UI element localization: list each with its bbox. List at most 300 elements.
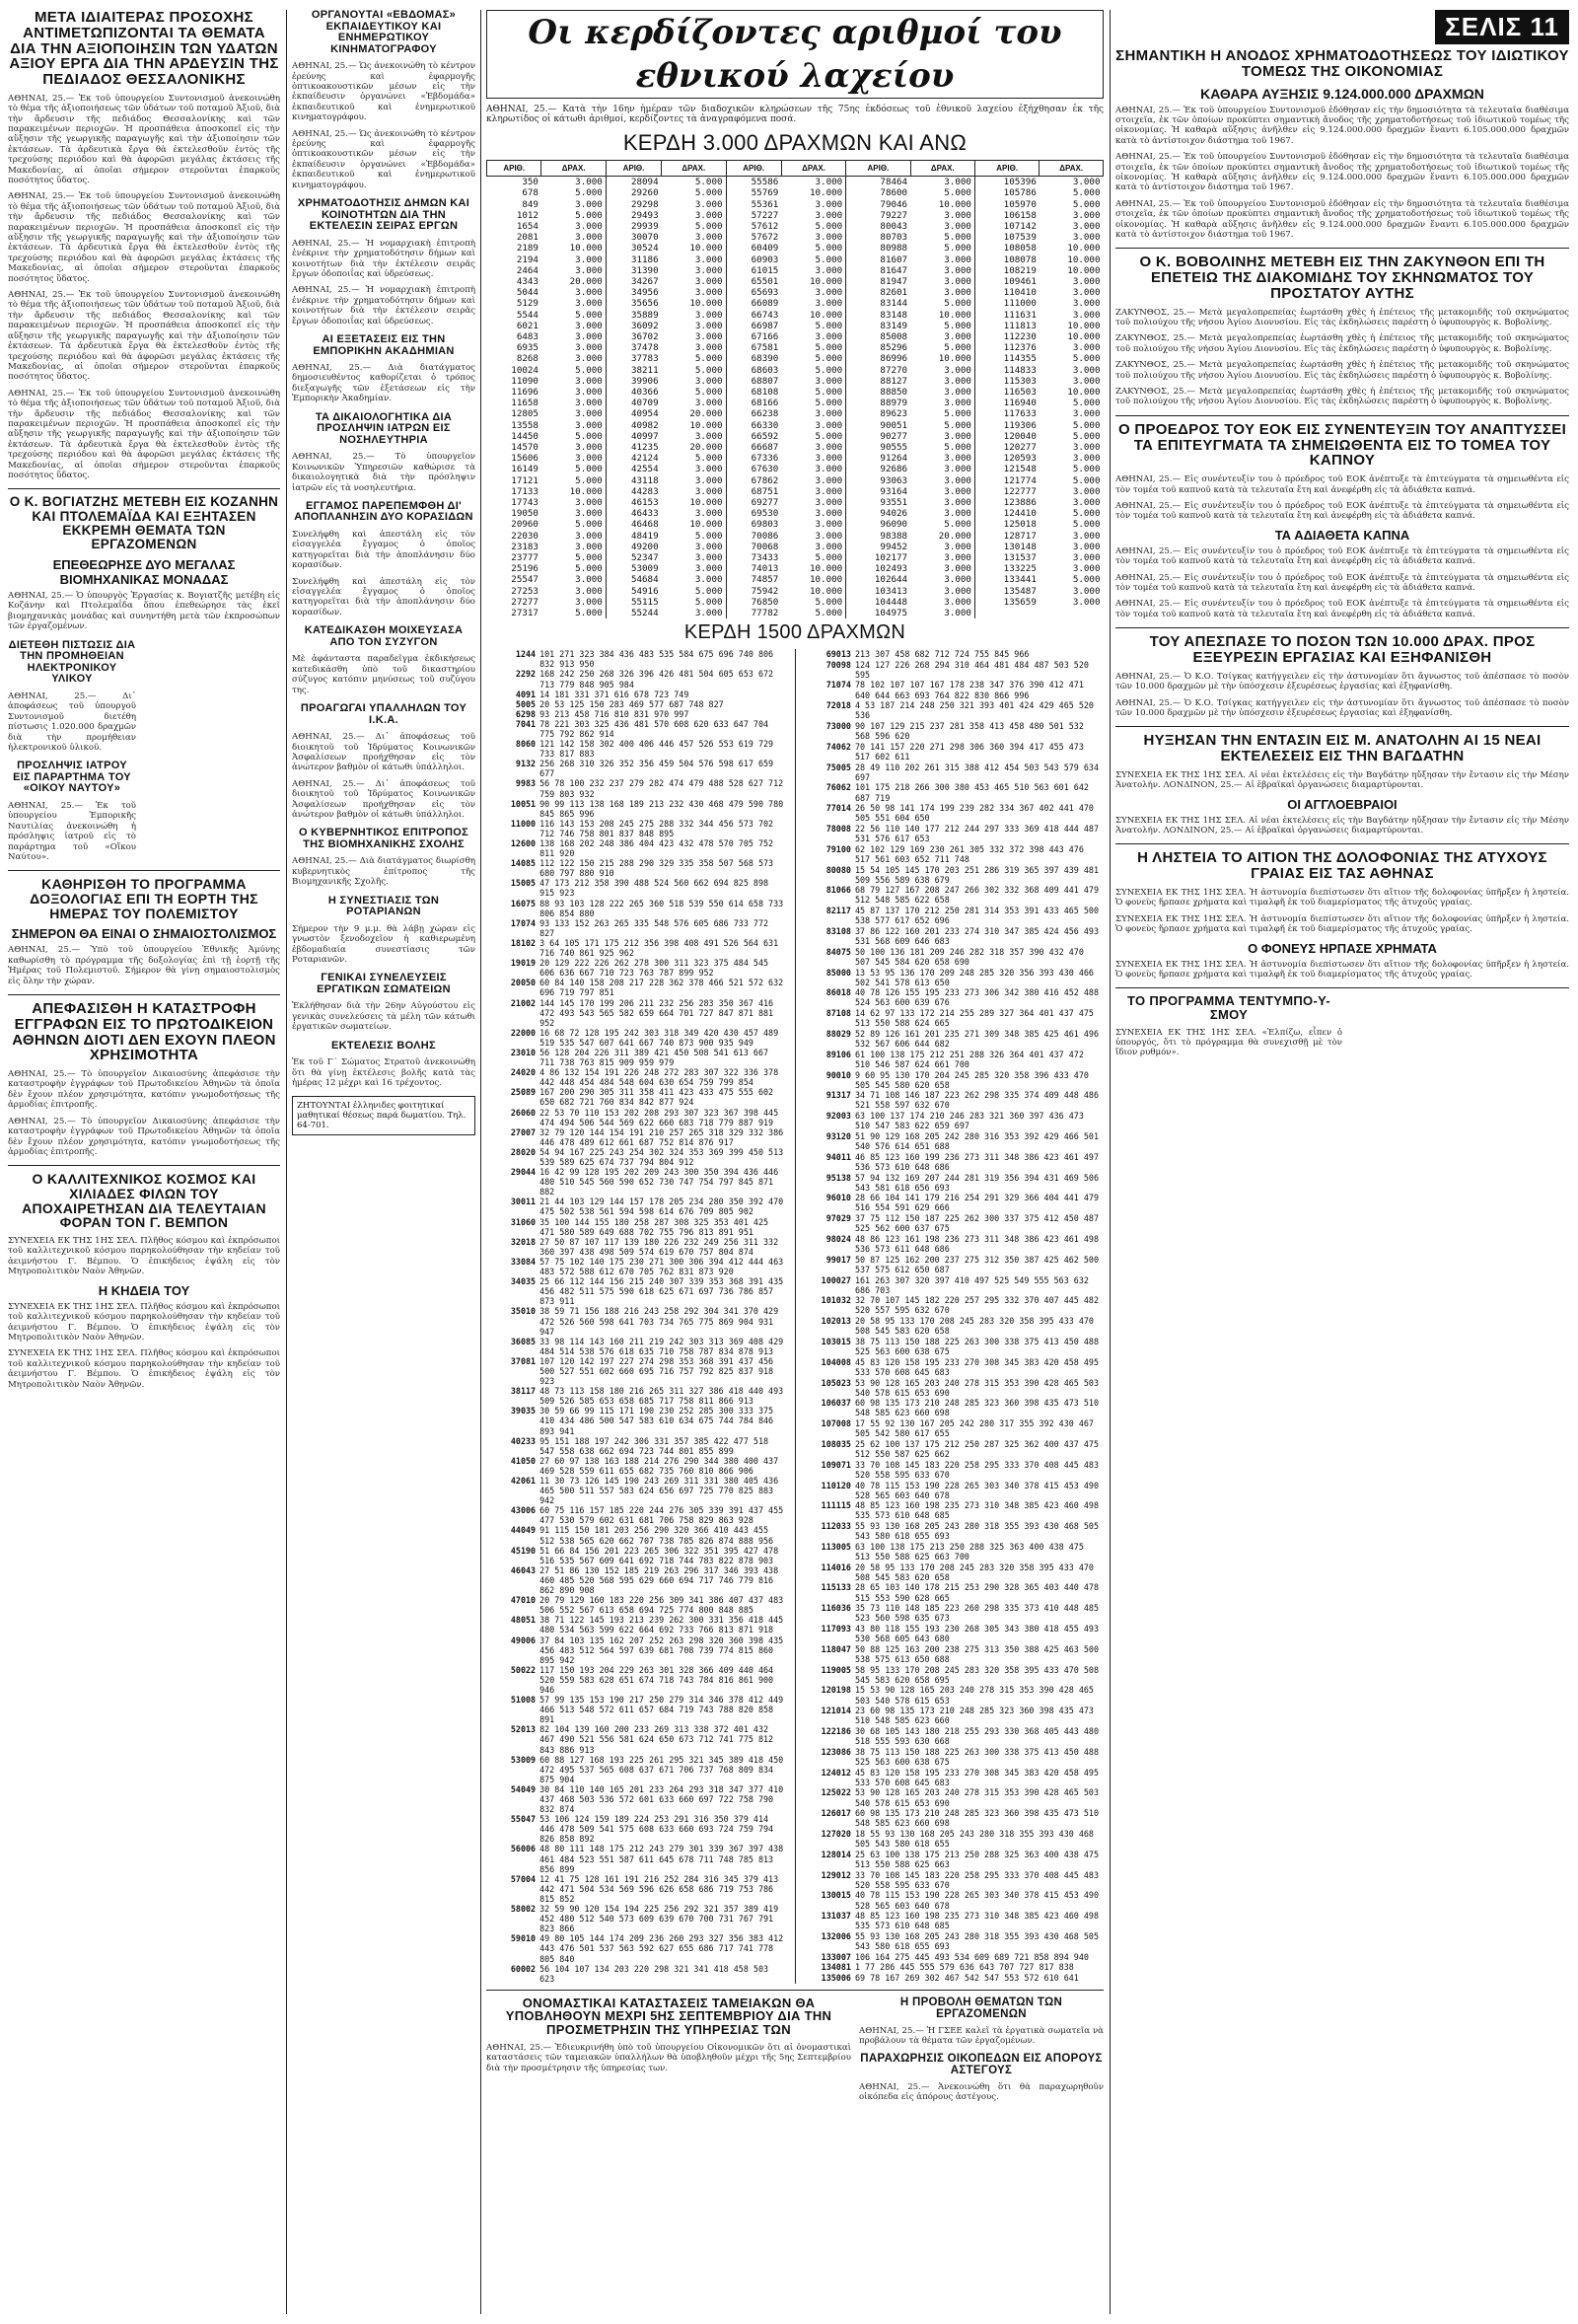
ticket-number-cell: 29260 xyxy=(606,187,661,198)
ticket-number-cell: 112230 xyxy=(974,331,1039,342)
prize-amount-cell: 5.000 xyxy=(575,209,603,221)
prize-amount-cell: 5.000 xyxy=(1072,187,1101,199)
prize-amount-cell: 5.000 xyxy=(944,243,971,254)
series-number: 81066 xyxy=(825,885,851,896)
ticket-number-cell: 41235 xyxy=(606,442,661,453)
prize-amount-cell: 5.000 xyxy=(815,243,843,254)
series-number: 45190 xyxy=(510,1545,537,1556)
table-row xyxy=(487,321,1104,331)
article-text: ΑΘΗΝΑΙ, 25.— Ὁ ὑπουργὸς Ἐργασίας κ. Βογιατζῆς μετέβη εἰς Κοζάνην καὶ Πτολεμαΐδα ὅπου ἐπεθεώρησε τὰς ἐκεῖ βιομηχανικὰς μονάδας καὶ συνηντήθη μετὰ τῶν ἐκπροσώπων τῶν ἐργαζομένων. xyxy=(8,591,280,632)
ticket-number-cell: 5544 xyxy=(516,309,538,321)
prize-amount-cell: 3.000 xyxy=(1072,209,1101,221)
series-number: 125022 xyxy=(821,1787,851,1798)
table-row xyxy=(801,1460,1104,1481)
winning-endings: 9 60 95 130 170 204 245 285 320 358 396 433 470 505 545 580 620 658 xyxy=(854,1069,1089,1090)
ticket-number-cell: 35656 xyxy=(606,298,661,309)
ticket-number-cell: 96090 xyxy=(846,519,910,530)
series-number: 28020 xyxy=(510,1146,537,1157)
ticket-number-cell: 93164 xyxy=(846,486,910,497)
table-row xyxy=(487,265,1104,276)
table-row xyxy=(487,563,1104,574)
prize-amount-cell: 3.000 xyxy=(694,209,723,221)
winning-endings: 20 58 95 133 170 208 245 283 320 358 395 433 470 508 545 583 620 658 xyxy=(854,1316,1094,1337)
table-row xyxy=(486,1108,789,1127)
prize-amount-cell: 10.000 xyxy=(938,353,971,365)
ticket-number-cell: 70086 xyxy=(726,531,781,542)
series-number: 106037 xyxy=(821,1398,851,1409)
prize-amount-cell: 5.000 xyxy=(575,608,603,619)
divider xyxy=(486,1990,1104,1991)
table-row xyxy=(801,1665,1104,1686)
series-number: 73000 xyxy=(825,721,851,732)
ticket-number-cell: 74857 xyxy=(726,574,781,585)
ticket-number-cell: 69803 xyxy=(726,519,781,530)
prize-amount-cell: 3.000 xyxy=(944,563,971,575)
winning-endings: 17 55 92 130 167 205 242 280 317 355 392 430 467 505 542 580 617 655 xyxy=(854,1418,1094,1439)
ticket-number-cell: 2194 xyxy=(516,254,538,265)
ticket-number-cell: 55769 xyxy=(726,187,781,198)
prize-amount-cell: 3.000 xyxy=(815,419,843,431)
article-axios-irrigation xyxy=(8,10,280,480)
series-number: 71074 xyxy=(825,680,851,690)
prize-amount-cell: 3.000 xyxy=(694,398,723,409)
subheadline: ΚΑΘΑΡΑ ΑΥΞΗΣΙΣ 9.124.000.000 ΔΡΑΧΜΩΝ xyxy=(1200,85,1484,102)
series-number: 20050 xyxy=(510,978,537,988)
prize-amount-cell: 3.000 xyxy=(944,497,971,508)
table-row xyxy=(487,221,1104,232)
column-header: ΔΡΑΧ. xyxy=(1040,160,1104,176)
winning-endings: 78 102 107 107 167 178 238 347 376 390 412 471 640 644 663 693 764 822 830 866 996 xyxy=(854,680,1084,700)
prize-amount-cell: 3.000 xyxy=(1072,596,1101,608)
article-text: ΑΘΗΝΑΙ, 25.— Ἐκ τοῦ ὑπουργείου Συντονισμοῦ ἀνεκοινώθη τὸ θέμα τῆς ἀξιοποιήσεως τῶν ὑδάτων τοῦ ποταμοῦ Ἀξιοῦ, διὰ τὴν ἄρδευσιν τῆς πεδιάδος Θεσσαλονίκης καὶ τῶν παρακειμένων περιοχῶν. Ἡ προσπάθεια ἀποσκοπεῖ εἰς τὴν αὔξησιν τῆς γεωργικῆς παραγωγῆς καὶ τὴν ἀξιοποίησιν τῶν ἐκτάσεων. Τὰ ἀρδευτικὰ ἔργα θὰ ἐκτελεσθοῦν ἐντὸς τῆς τρεχούσης περιόδου καὶ θὰ ἀφορῶσι μεγάλας ἐκτάσεις τῆς Μακεδονίας, αἱ ὁποῖαι σήμερον στεροῦνται ἐπαρκοῦς ποσότητος ὕδατος. xyxy=(8,388,280,480)
winning-endings: 23 60 98 135 173 210 248 285 323 360 398 435 473 510 548 585 623 660 xyxy=(854,1706,1094,1726)
prize-amount-cell: 3.000 xyxy=(1072,408,1101,420)
winning-endings: 28 49 110 202 261 315 388 412 454 503 543 579 634 697 xyxy=(854,762,1100,782)
series-number: 25089 xyxy=(510,1087,537,1098)
prize-amount-cell: 3.000 xyxy=(575,585,603,597)
article-text: ΖΑΚΥΝΘΟΣ, 25.— Μετὰ μεγαλοπρεπείας ἑωρτάσθη χθὲς ἡ ἐπέτειος τῆς μετακομιδῆς τοῦ σκηνώματος τοῦ πολιούχου τῆς νήσου Ἁγίου Διονυσίου. Εἰς τὰς ἐκδηλώσεις παρέστη ὁ ὑφυπουργὸς κ. Βοβολίνης. xyxy=(1115,307,1569,328)
ticket-number-cell: 17743 xyxy=(511,497,538,508)
ticket-number-cell: 22030 xyxy=(511,530,538,542)
series-number: 74062 xyxy=(825,741,851,752)
headline: ΤΑ ΔΙΚΑΙΟΛΟΓΗΤΙΚΑ ΔΙΑ ΠΡΟΣΛΗΨΙΝ ΙΑΤΡΩΝ ΕΙΣ ΝΟΣΗΛΕΥΤΗΡΙΑ xyxy=(315,410,453,446)
ticket-number-cell: 29939 xyxy=(606,221,661,232)
divider xyxy=(1115,627,1569,628)
article-veterans-day xyxy=(8,877,280,986)
prize-amount-cell: 3.000 xyxy=(575,441,603,453)
series-number: 21002 xyxy=(510,997,537,1008)
article-rotary-dinner xyxy=(292,896,475,966)
prize-amount-cell: 5.000 xyxy=(1072,474,1101,486)
article-text: ΖΑΚΥΝΘΟΣ, 25.— Μετὰ μεγαλοπρεπείας ἑωρτάσθη χθὲς ἡ ἐπέτειος τῆς μετακομιδῆς τοῦ σκηνώματος τοῦ πολιούχου τῆς νήσου Ἁγίου Διονυσίου. Εἰς τὰς ἐκδηλώσεις παρέστη ὁ ὑφυπουργὸς κ. Βοβολίνης. xyxy=(1115,333,1569,354)
prize-amount-cell: 5.000 xyxy=(944,232,971,244)
series-number: 132006 xyxy=(821,1931,851,1942)
column-header: ΔΡΑΧ. xyxy=(541,160,606,176)
series-number: 46043 xyxy=(510,1564,537,1575)
winning-endings: 21 44 103 129 144 157 178 205 234 280 350 392 470 475 502 538 561 594 598 614 676 709 805 902 xyxy=(539,1197,784,1217)
series-number: 131037 xyxy=(821,1911,851,1922)
prize-amount-cell: 3.000 xyxy=(944,386,971,398)
ticket-number-cell: 46433 xyxy=(606,508,661,519)
column-rule xyxy=(480,10,481,2314)
winning-endings: 4 86 132 154 191 226 248 272 283 307 322 336 378 442 448 454 484 548 604 630 654 759 799 854 xyxy=(539,1067,779,1088)
prize-amount-cell: 3.000 xyxy=(575,453,603,465)
ticket-number-cell: 89623 xyxy=(846,408,910,419)
ticket-number-cell: 85008 xyxy=(846,331,910,342)
prize-amount-cell: 3.000 xyxy=(1072,530,1101,542)
winners-1500-left xyxy=(486,649,789,1984)
series-number: 100027 xyxy=(821,1274,851,1285)
table-row xyxy=(486,1595,789,1615)
series-number: 6298 xyxy=(515,708,537,719)
prize-amount-cell: 3.000 xyxy=(1072,563,1101,575)
winning-endings: 144 145 170 199 206 211 232 256 283 350 367 416 472 493 543 565 582 659 664 701 727 847 871 881 952 xyxy=(539,997,774,1028)
table-row xyxy=(487,177,1104,188)
article-text: ΑΘΗΝΑΙ, 25.— Εἰς συνέντευξίν του ὁ πρόεδρος τοῦ ΕΟΚ ἀνέπτυξε τὰ ἐπιτεύγματα τὰ σημειωθέντα εἰς τὸν τομέα τοῦ καπνοῦ κατὰ τὰ τελευταῖα ἔτη καὶ ἀνεφέρθη εἰς τὰ ἀδιάθετα καπνά. xyxy=(1115,474,1569,495)
table-row xyxy=(487,508,1104,519)
winning-endings: 25 66 112 144 156 215 240 307 339 353 368 391 435 456 482 511 575 590 618 625 671 697 736 786 857 873 911 xyxy=(539,1276,784,1307)
ticket-number-cell: 27277 xyxy=(511,596,538,608)
table-row xyxy=(801,1768,1104,1788)
table-row xyxy=(801,1029,1104,1050)
prize-amount-cell: 5.000 xyxy=(575,464,603,475)
prize-amount-cell: 3.000 xyxy=(1072,275,1101,287)
series-number: 85000 xyxy=(825,967,851,978)
prize-amount-cell: 5.000 xyxy=(815,398,843,409)
table-row xyxy=(801,1255,1104,1275)
prize-amount-cell: 5.000 xyxy=(575,309,603,321)
prize-amount-cell: 5.000 xyxy=(815,608,843,619)
prize-amount-cell: 3.000 xyxy=(815,485,843,497)
prize-amount-cell: 3.000 xyxy=(1072,453,1101,465)
winning-endings: 20 58 95 133 170 208 245 283 320 358 395 433 470 508 545 583 620 658 xyxy=(854,1561,1094,1582)
winning-endings: 18 55 93 130 168 205 243 280 318 355 393 430 468 505 543 580 618 655 xyxy=(854,1829,1094,1850)
table-row xyxy=(801,1111,1104,1131)
winning-endings: 60 98 135 173 210 248 285 323 360 398 435 473 510 548 585 623 660 698 xyxy=(854,1808,1100,1829)
ticket-number-cell: 120277 xyxy=(974,442,1039,453)
table-row xyxy=(487,497,1104,508)
ticket-number-cell: 133225 xyxy=(974,563,1039,574)
prize-amount-cell: 10.000 xyxy=(1067,264,1101,276)
table-row xyxy=(486,938,789,958)
headline: ΤΟΥ ΑΠΕΣΠΑΣΕ ΤΟ ΠΟΣΟΝ ΤΩΝ 10.000 ΔΡΑΧ. ΠΡΟΣ ΕΞΕΥΡΕΣΙΝ ΕΡΓΑΣΙΑΣ ΚΑΙ ΕΞΗΦΑΝΙΣΘΗ xyxy=(1149,633,1536,666)
prize-amount-cell: 10.000 xyxy=(809,275,843,287)
prize-amount-cell: 10.000 xyxy=(809,574,843,586)
series-number: 16075 xyxy=(510,898,537,908)
prize-amount-cell: 3.000 xyxy=(575,232,603,244)
winning-endings: 48 73 113 158 180 216 265 311 327 386 418 440 493 509 526 585 653 658 685 717 758 811 866 913 xyxy=(539,1386,784,1407)
series-number: 110120 xyxy=(821,1480,851,1490)
table-row xyxy=(486,1167,789,1197)
ticket-number-cell: 13558 xyxy=(511,419,538,431)
ticket-number-cell: 54684 xyxy=(606,574,661,585)
heading-3000: ΚΕΡΔΗ 3.000 ΔΡΑΧΜΩΝ ΚΑΙ ΑΝΩ xyxy=(622,129,968,155)
prize-amount-cell: 3.000 xyxy=(944,177,971,188)
ticket-number-cell: 23777 xyxy=(511,552,538,564)
table-row xyxy=(801,926,1104,947)
prize-amount-cell: 3.000 xyxy=(944,508,971,520)
article-text: Μὲ ἀφάνταστα παραδεῖγμα ἐκδικήσεως κατεδικάσθη ὑπὸ τοῦ δικαστηρίου σύζυγος κατόπιν μηνύσεως τοῦ συζύγου της. xyxy=(292,654,475,695)
article-text: ΣΥΝΕΧΕΙΑ ΕΚ ΤΗΣ 1ΗΣ ΣΕΛ. Πλῆθος κόσμου καὶ ἐκπρόσωποι τοῦ καλλιτεχνικοῦ κόσμου παρηκολούθησαν τὴν κηδείαν τοῦ ἀειμνήστου Γ. Βέμπου. Ὁ ἐπικήδειος ἐψάλη εἰς τὸν Μητροπολιτικὸν Ναὸν Ἀθηνῶν. xyxy=(8,1301,280,1343)
prize-amount-cell: 3.000 xyxy=(815,232,843,244)
winning-endings: 16 42 99 128 195 202 209 243 300 350 394 436 446 480 510 545 560 590 652 730 747 754 797 845 871 882 xyxy=(539,1167,779,1198)
series-number: 103015 xyxy=(821,1336,851,1346)
ticket-number-cell: 6483 xyxy=(516,330,538,342)
table-row xyxy=(801,1008,1104,1029)
table-row xyxy=(486,1665,789,1695)
winning-endings: 22 56 110 140 177 212 244 297 333 369 418 444 487 531 576 617 653 xyxy=(854,824,1100,844)
series-number: 52013 xyxy=(510,1724,537,1735)
table-row xyxy=(486,918,789,938)
ticket-number-cell: 37783 xyxy=(606,353,661,364)
table-row xyxy=(486,1087,789,1107)
table-row xyxy=(801,1624,1104,1644)
prize-amount-cell: 5.000 xyxy=(815,320,843,331)
winning-endings: 35 100 144 155 180 258 287 308 325 353 401 425 471 580 589 649 688 702 755 796 813 891 951 xyxy=(539,1216,769,1237)
winning-endings: 25 63 100 138 175 213 250 288 325 363 400 438 475 513 550 588 625 663 xyxy=(854,1849,1100,1869)
table-row xyxy=(486,1197,789,1216)
table-row xyxy=(487,342,1104,353)
prize-amount-cell: 3.000 xyxy=(815,464,843,475)
page-badge xyxy=(1115,10,1569,44)
series-number: 96010 xyxy=(825,1193,851,1203)
prize-amount-cell: 3.000 xyxy=(944,585,971,597)
ticket-number-cell: 38211 xyxy=(606,365,661,376)
article-murder-robbery xyxy=(1115,850,1569,980)
series-number: 134081 xyxy=(821,1962,851,1973)
series-number: 38117 xyxy=(510,1386,537,1397)
article-text: ΖΑΚΥΝΘΟΣ, 25.— Μετὰ μεγαλοπρεπείας ἑωρτάσθη χθὲς ἡ ἐπέτειος τῆς μετακομιδῆς τοῦ σκηνώματος τοῦ πολιούχου τῆς νήσου Ἁγίου Διονυσίου. Εἰς τὰς ἐκδηλώσεις παρέστη ὁ ὑφυπουργὸς κ. Βοβολίνης. xyxy=(1115,360,1569,381)
ticket-number-cell: 57612 xyxy=(726,221,781,232)
table-row xyxy=(801,1562,1104,1583)
headline: Η ΣΥΝΕΣΤΙΑΣΙΣ ΤΩΝ ΡΟΤΑΡΙΑΝΩΝ xyxy=(327,894,440,918)
table-row xyxy=(486,878,789,898)
winning-endings: 47 173 212 358 390 488 524 560 662 694 825 898 915 923 xyxy=(539,878,769,899)
winning-endings: 28 66 104 141 179 216 254 291 329 366 404 441 479 516 554 591 629 666 xyxy=(854,1193,1100,1213)
winning-endings: 93 213 458 716 810 831 970 997 xyxy=(539,708,689,719)
table-row xyxy=(487,243,1104,254)
prize-amount-cell: 3.000 xyxy=(944,375,971,387)
ticket-number-cell: 99452 xyxy=(846,542,910,552)
prize-amount-cell: 3.000 xyxy=(575,530,603,542)
table-row xyxy=(486,1844,789,1873)
series-number: 5005 xyxy=(515,698,537,709)
ticket-number-cell: 69530 xyxy=(726,508,781,519)
ticket-number-cell: 123886 xyxy=(974,497,1039,508)
subheadline: Η ΚΗΔΕΙΑ ΤΟΥ xyxy=(98,1282,190,1298)
article-union-assemblies xyxy=(292,973,475,1032)
winning-endings: 14 62 97 133 172 214 255 289 327 364 401 437 475 513 550 588 624 665 xyxy=(854,1008,1094,1029)
subheadline: ΕΠΕΘΕΩΡΗΣΕ ΔΥΟ ΜΕΓΑΛΑΣ ΒΙΟΜΗΧΑΝΙΚΑΣ ΜΟΝΑΔΑΣ xyxy=(52,557,236,588)
table-row xyxy=(487,453,1104,464)
winning-endings: 40 78 115 153 190 228 265 303 340 378 415 453 490 528 565 603 640 678 xyxy=(854,1890,1100,1911)
winning-endings: 54 94 167 225 243 254 302 324 353 369 399 450 513 539 589 625 674 737 794 804 912 xyxy=(539,1146,784,1168)
prize-amount-cell: 5.000 xyxy=(944,187,971,199)
winning-endings: 82 104 139 160 200 233 269 313 338 372 401 432 467 490 521 556 581 624 650 673 712 741 775 812 843 886 913 xyxy=(539,1724,774,1755)
series-number: 127020 xyxy=(821,1829,851,1840)
ticket-number-cell: 116503 xyxy=(974,387,1039,398)
prize-amount-cell: 3.000 xyxy=(815,287,843,299)
table-row xyxy=(486,1386,789,1406)
ticket-number-cell: 5129 xyxy=(516,298,538,310)
ticket-number-cell: 11696 xyxy=(511,386,538,398)
ticket-number-cell: 67166 xyxy=(726,331,781,342)
column-header: ΑΡΙΘ. xyxy=(726,160,781,176)
ticket-number-cell: 135659 xyxy=(974,597,1039,608)
prize-amount-cell: 3.000 xyxy=(1072,375,1101,387)
divider xyxy=(1115,726,1569,727)
winning-endings: 15 53 90 128 165 203 240 278 315 353 390 428 465 503 540 578 615 653 xyxy=(854,1685,1094,1706)
table-row xyxy=(801,803,1104,824)
series-number: 2292 xyxy=(515,669,537,680)
series-number: 80080 xyxy=(825,864,851,875)
series-number: 11000 xyxy=(510,818,537,829)
prize-amount-cell: 3.000 xyxy=(694,574,723,586)
prize-amount-cell: 5.000 xyxy=(575,563,603,575)
ticket-number-cell: 108078 xyxy=(974,254,1039,265)
prize-amount-cell: 10.000 xyxy=(1067,254,1101,265)
prize-amount-cell: 10.000 xyxy=(689,298,723,310)
table-row xyxy=(801,1481,1104,1501)
prize-amount-cell: 20.000 xyxy=(569,275,603,287)
divider xyxy=(1115,843,1569,844)
series-number: 40233 xyxy=(510,1435,537,1446)
article-text: ΑΘΗΝΑΙ, 25.— Ὁ Κ.Ο. Τσίγκας κατήγγειλεν εἰς τὴν ἀστυνομίαν ὅτι ἄγνωστος τοῦ ἀπέσπασε τὸ ποσὸν τῶν 10.000 δραχμῶν μὲ τὴν ὑπόσχεσιν ἐξευρέσεως ἐργασίας καὶ ἐξηφανίσθη. xyxy=(1115,697,1569,718)
article-film-week xyxy=(292,10,475,190)
winning-endings: 63 100 138 175 213 250 288 325 363 400 438 475 513 550 588 625 663 700 xyxy=(854,1541,1084,1561)
prize-amount-cell: 3.000 xyxy=(944,430,971,442)
article-text: ΣΥΝΕΧΕΙΑ ΕΚ ΤΗΣ 1ΗΣ ΣΕΛ. Πλῆθος κόσμου καὶ ἐκπρόσωποι τοῦ καλλιτεχνικοῦ κόσμου παρηκολούθησαν τὴν κηδείαν τοῦ ἀειμνήστου Γ. Βέμπου. Ὁ ἐπικήδειος ἐψάλη εἰς τὸν Μητροπολιτικὸν Ναὸν Ἀθηνῶν. xyxy=(8,1236,280,1277)
table-row xyxy=(801,844,1104,865)
table-row xyxy=(801,1234,1104,1255)
series-number: 130015 xyxy=(821,1890,851,1901)
column-header: ΑΡΙΘ. xyxy=(606,160,661,176)
series-number: 34035 xyxy=(510,1276,537,1287)
winning-endings: 61 100 138 175 212 251 288 326 364 401 437 472 510 546 587 624 661 700 xyxy=(854,1049,1084,1069)
lottery-section xyxy=(486,10,1104,2109)
ticket-number-cell: 83149 xyxy=(846,321,910,331)
ticket-number-cell: 66687 xyxy=(726,442,781,453)
article-seduction-case xyxy=(292,501,475,617)
article-text: Συνελήφθη καὶ ἀπεστάλη εἰς τὸν εἰσαγγελέα ἔγγαμος ὁ ὁποῖος κατηγορεῖται διὰ τὴν ἀποπλάνησιν δύο κορασίδων. xyxy=(292,530,475,571)
ticket-number-cell: 68603 xyxy=(726,365,781,376)
ticket-number-cell: 81947 xyxy=(846,276,910,287)
table-row xyxy=(486,690,789,699)
winning-endings: 93 133 152 263 265 335 548 576 605 686 733 772 827 xyxy=(539,917,769,938)
article-text: ΑΘΗΝΑΙ, 25.— Διὰ διατάγματος δημοσιευθέντος καθορίζεται ὁ τρόπος διεξαγωγῆς τῶν ἐξετάσεων εἰς τὴν Ἐμπορικὴν Ἀκαδημίαν. xyxy=(292,363,475,404)
prize-amount-cell: 3.000 xyxy=(575,386,603,398)
ticket-number-cell: 2081 xyxy=(516,232,538,244)
table-row xyxy=(486,1964,789,1984)
table-row xyxy=(486,1237,789,1257)
article-text: ΑΘΗΝΑΙ, 25.— Εἰς συνέντευξίν του ὁ πρόεδρος τοῦ ΕΟΚ ἀνέπτυξε τὰ ἐπιτεύγματα τὰ σημειωθέντα εἰς τὸν τομέα τοῦ καπνοῦ κατὰ τὰ τελευταῖα ἔτη καὶ ἀνεφέρθη εἰς τὰ ἀδιάθετα καπνά. xyxy=(1115,599,1569,619)
ticket-number-cell: 88979 xyxy=(846,398,910,408)
table-row xyxy=(486,739,789,759)
headline: Ο ΚΥΒΕΡΝΗΤΙΚΟΣ ΕΠΙΤΡΟΠΟΣ ΤΗΣ ΒΙΟΜΗΧΑΝΙΚΗΣ ΣΧΟΛΗΣ xyxy=(298,827,469,850)
table-row xyxy=(801,1500,1104,1521)
headline: ΠΡΟΑΓΩΓΑΙ ΥΠΑΛΛΗΛΩΝ ΤΟΥ Ι.Κ.Α. xyxy=(300,702,467,726)
ticket-number-cell: 66238 xyxy=(726,408,781,419)
ticket-number-cell: 2189 xyxy=(516,243,538,254)
winning-endings: 63 100 137 174 210 246 283 321 360 397 436 473 510 547 583 622 659 697 xyxy=(854,1111,1084,1131)
table-header-row xyxy=(487,160,1104,176)
prize-amount-cell: 3.000 xyxy=(815,198,843,210)
prize-amount-cell: 3.000 xyxy=(944,574,971,586)
article-cashier-lists xyxy=(486,1997,851,2109)
winning-endings: 16 68 72 128 195 242 303 318 349 420 430 457 489 519 535 547 607 641 667 740 873 900 935 949 xyxy=(539,1027,779,1048)
series-number: 12600 xyxy=(510,838,537,849)
series-number: 49006 xyxy=(510,1634,537,1645)
table-row xyxy=(486,1337,789,1356)
prize-amount-cell: 3.000 xyxy=(575,298,603,310)
ticket-number-cell: 78600 xyxy=(846,187,910,198)
winning-endings: 69 78 167 269 302 467 542 547 553 572 610 641 xyxy=(854,1972,1079,1983)
prize-amount-cell: 10.000 xyxy=(1067,243,1101,254)
ticket-number-cell: 133441 xyxy=(974,574,1039,585)
series-number: 115133 xyxy=(821,1582,851,1593)
winning-endings: 53 90 128 165 203 240 278 315 353 390 428 465 503 540 578 615 653 690 xyxy=(854,1377,1100,1398)
prize-amount-cell: 3.000 xyxy=(815,474,843,486)
article-documents-destruction xyxy=(8,1001,280,1157)
prize-amount-cell: 3.000 xyxy=(694,430,723,442)
table-row xyxy=(487,187,1104,198)
table-row xyxy=(486,649,789,669)
table-row xyxy=(487,276,1104,287)
article-text: ΖΑΚΥΝΘΟΣ, 25.— Μετὰ μεγαλοπρεπείας ἑωρτάσθη χθὲς ἡ ἐπέτειος τῆς μετακομιδῆς τοῦ σκηνώματος τοῦ πολιούχου τῆς νήσου Ἁγίου Διονυσίου. Εἰς τὰς ἐκδηλώσεις παρέστη ὁ ὑφυπουργὸς κ. Βοβολίνης. xyxy=(1115,387,1569,407)
table-row xyxy=(486,1217,789,1237)
table-row xyxy=(487,199,1104,210)
ticket-number-cell: 75942 xyxy=(726,586,781,597)
prize-amount-cell: 3.000 xyxy=(694,264,723,276)
article-baghdad-executions xyxy=(1115,733,1569,835)
series-number: 128014 xyxy=(821,1849,851,1859)
headline: ΟΡΓΑΝΟΥΤΑΙ «ΕΒΔΟΜΑΣ» ΕΚΠΑΙΔΕΥΤΙΚΟΥ ΚΑΙ ΕΝΗΜΕΡΩΤΙΚΟΥ ΚΙΝΗΜΑΤΟΓΡΑΦΟΥ xyxy=(311,9,457,55)
table-row xyxy=(801,1962,1104,1972)
ticket-number-cell: 79046 xyxy=(846,199,910,210)
prize-amount-cell: 5.000 xyxy=(575,364,603,376)
column-rule xyxy=(286,10,287,2314)
winning-endings: 101 271 323 384 436 483 535 584 675 696 740 806 832 913 950 xyxy=(539,649,774,670)
series-number: 51008 xyxy=(510,1695,537,1706)
ticket-number-cell: 108219 xyxy=(974,265,1039,276)
winning-endings: 48 86 123 161 198 236 273 311 348 386 423 461 498 536 573 611 648 686 xyxy=(854,1233,1100,1255)
prize-amount-cell: 5.000 xyxy=(944,342,971,354)
table-row xyxy=(486,709,789,719)
series-number: 48051 xyxy=(510,1615,537,1626)
prize-amount-cell: 3.000 xyxy=(815,209,843,221)
ticket-number-cell: 105396 xyxy=(974,177,1039,188)
series-number: 23010 xyxy=(510,1047,537,1057)
article-text: ΑΘΗΝΑΙ, 25.— Δι᾽ ἀποφάσεως τοῦ διοικητοῦ τοῦ Ἱδρύματος Κοινωνικῶν Ἀσφαλίσεων προήχθησαν εἰς τὸν ἀνώτερον βαθμὸν οἱ κάτωθι ὑπάλληλοι. xyxy=(292,732,475,773)
series-number: 55047 xyxy=(510,1814,537,1825)
winning-endings: 33 70 108 145 183 220 258 295 333 370 408 445 483 520 558 595 633 670 xyxy=(854,1459,1100,1480)
winning-endings: 26 50 98 141 174 199 239 282 334 367 402 441 470 505 551 604 650 xyxy=(854,803,1094,824)
article-text: ΑΘΗΝΑΙ, 25.— Ὁ Κ.Ο. Τσίγκας κατήγγειλεν εἰς τὴν ἀστυνομίαν ὅτι ἄγνωστος τοῦ ἀπέσπασε τὸ ποσὸν τῶν 10.000 δραχμῶν μὲ τὴν ὑπόσχεσιν ἐξευρέσεως ἐργασίας καὶ ἐξηφανίσθη. xyxy=(1115,671,1569,692)
ticket-number-cell: 678 xyxy=(522,187,538,199)
prize-amount-cell: 5.000 xyxy=(694,596,723,608)
prize-amount-cell: 10.000 xyxy=(689,419,723,431)
ticket-number-cell: 53009 xyxy=(606,563,661,574)
series-number: 124012 xyxy=(821,1767,851,1778)
winning-endings: 51 66 84 156 201 223 265 306 322 351 395 427 478 516 535 567 609 641 692 718 744 783 822 878 903 xyxy=(539,1545,779,1565)
prize-amount-cell: 3.000 xyxy=(944,485,971,497)
winning-endings: 50 100 136 181 209 246 282 318 357 390 432 470 507 545 584 620 658 690 xyxy=(854,946,1084,967)
table-row xyxy=(486,1456,789,1476)
ticket-number-cell: 14570 xyxy=(511,441,538,453)
table-row xyxy=(486,1874,789,1904)
table-row xyxy=(801,1193,1104,1213)
heading-1500: ΚΕΡΔΗ 1500 ΔΡΑΧΜΩΝ xyxy=(683,621,906,644)
